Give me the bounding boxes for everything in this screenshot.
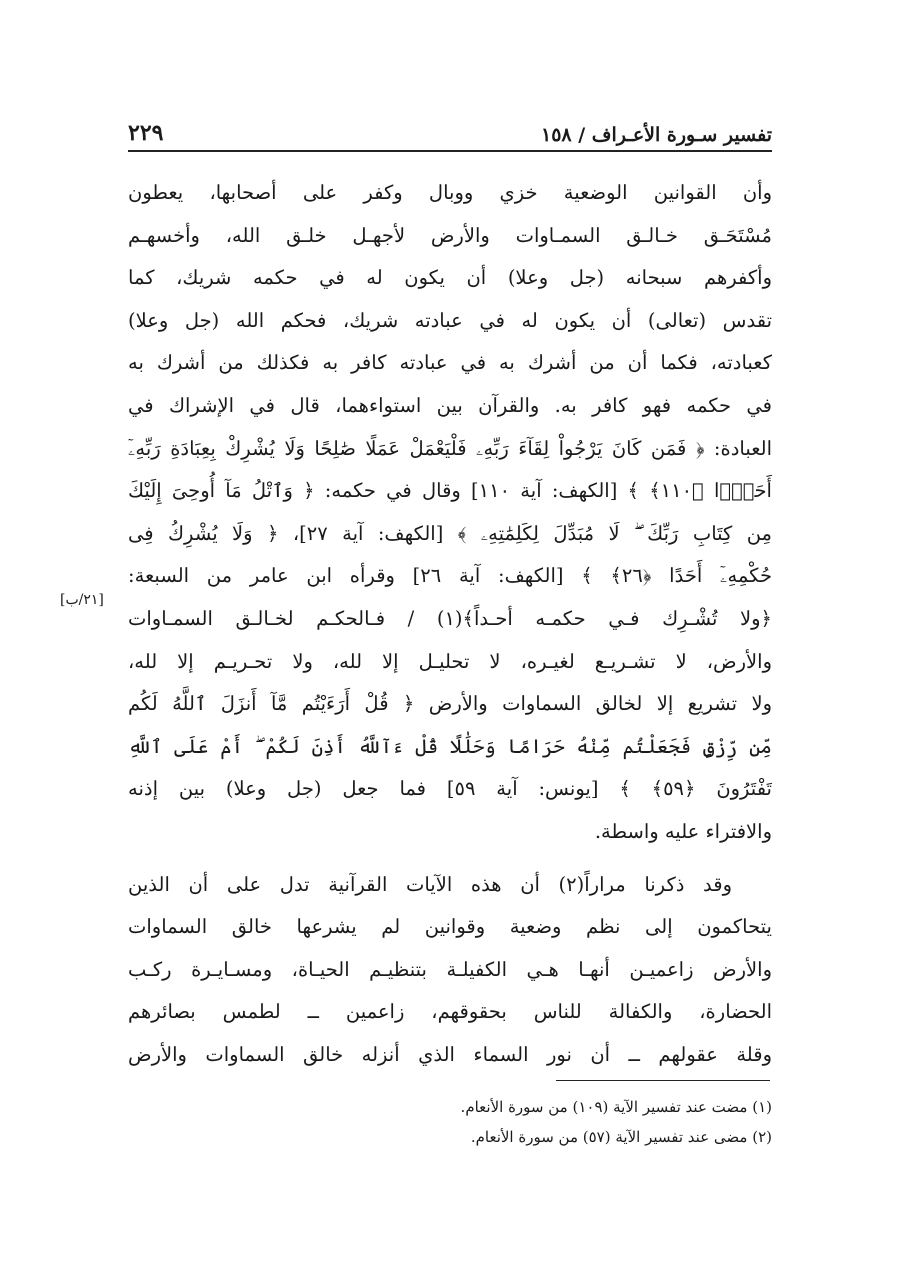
text-line: وقد ذكرنا مراراً(٢) أن هذه الآيات القرآنية تدل على أن الذين: [128, 872, 732, 896]
text-line: كعبادته، فكما أن من أشرك به في عبادته كافر به فكذلك من أشرك به: [128, 351, 772, 375]
text-line: الحضارة، والكفالة للناس بحقوقهم، زاعمين ــ لطمس بصائرهم: [128, 1000, 772, 1024]
text-line: [128, 598, 772, 641]
main-text: [128, 172, 772, 1076]
running-title: تفسير سـورة الأعـراف / ١٥٨: [541, 124, 772, 146]
text-line: والأرض زاعميـن أنهـا هـي الكفيلـة بتنظيـم الحيـاة، ومسـايـرة ركـب: [128, 957, 772, 981]
text-line: وأكفرهم سبحانه (جل وعلا) أن يكون له في حكمه شريك، كما: [128, 266, 772, 290]
page-header: [128, 108, 772, 146]
text-line: مِن كِتَابِ رَبِّكَ ۖ لَا مُبَدِّلَ لِكَلِمَٰتِهِۦ ﴾ [الكهف: آية ٢٧]، ﴿ وَلَا يُشْرِكُ فِى: [128, 521, 772, 545]
text-line: العبادة: ﴿ فَمَن كَانَ يَرْجُواْ لِقَآءَ رَبِّهِۦ فَلْيَعْمَلْ عَمَلًا صَٰلِحًا وَلَا يُشْرِكْ بِعِبَادَةِ رَبِّهِۦٓ: [128, 436, 772, 460]
text-line: مِّن رِّزْقٍ فَجَعَلْتُم مِّنْهُ حَرَامًا وَحَلَٰلًا قُلْ ءَآللَّهُ أَذِنَ لَكُمْ ۖ أَمْ عَلَى ٱللَّهِ: [128, 734, 772, 758]
margin-reference: [٢١/ب]: [60, 592, 104, 608]
text-line: حُكْمِهِۦٓ أَحَدًا ﴿٢٦﴾ ﴾ [الكهف: آية ٢٦] وقرأه ابن عامر من السبعة:: [128, 564, 772, 588]
header-rule: [128, 150, 772, 152]
text-line: والأرض، لا تشـريـع لغيـره، لا تحليـل إلا لله، ولا تحـريـم إلا لله،: [128, 649, 772, 673]
page-number: ٢٢٩: [128, 120, 164, 146]
footnote: (١) مضت عند تفسير الآية (١٠٩) من سورة الأنعام.: [460, 1098, 772, 1116]
text-line-content: ﴿ولا تُشْـرِك فـي حكمـه أحـداً﴾(١) / فـالحكـم لخـالـق السمـاوات: [128, 606, 772, 630]
text-line: أَحَدًۢا ﴿١١٠﴾ ﴾ [الكهف: آية ١١٠] وقال في حكمه: ﴿ وَٱتْلُ مَآ أُوحِىَ إِلَيْكَ: [128, 479, 772, 503]
footnotes: [461, 1092, 772, 1152]
text-line: تَفْتَرُونَ ﴿٥٩﴾ ﴾ [يونس: آية ٥٩] فما جعل (جل وعلا) بين إذنه: [128, 777, 772, 801]
text-line: تقدس (تعالى) أن يكون له في عبادته شريك، فحكم الله (جل وعلا): [128, 308, 772, 332]
footnote: (٢) مضى عند تفسير الآية (٥٧) من سورة الأنعام.: [470, 1128, 772, 1146]
footnote-rule: [556, 1080, 770, 1081]
text-line: وقلة عقولهم ــ أن نور السماء الذي أنزله خالق السماوات والأرض: [128, 1042, 772, 1066]
text-line: ولا تشريع إلا لخالق السماوات والأرض ﴿ قُلْ أَرَءَيْتُم مَّآ أَنزَلَ ٱللَّهُ لَكُم: [128, 692, 772, 716]
text-line: يتحاكمون إلى نظم وضعية وقوانين لم يشرعها خالق السماوات: [128, 915, 772, 939]
text-line: في حكمه فهو كافر به. والقرآن بين استواءهما، قال في الإشراك في: [128, 393, 772, 417]
text-line: مُسْتَحَـق خـالـق السمـاوات والأرض لأجهـل خلـق الله، وأخسهـم: [128, 223, 772, 247]
text-line: والافتراء عليه واسطة.: [594, 819, 772, 843]
text-line: وأن القوانين الوضعية خزي ووبال وكفر على أصحابها، يعطون: [128, 181, 772, 204]
paragraph-gap: [128, 854, 772, 864]
